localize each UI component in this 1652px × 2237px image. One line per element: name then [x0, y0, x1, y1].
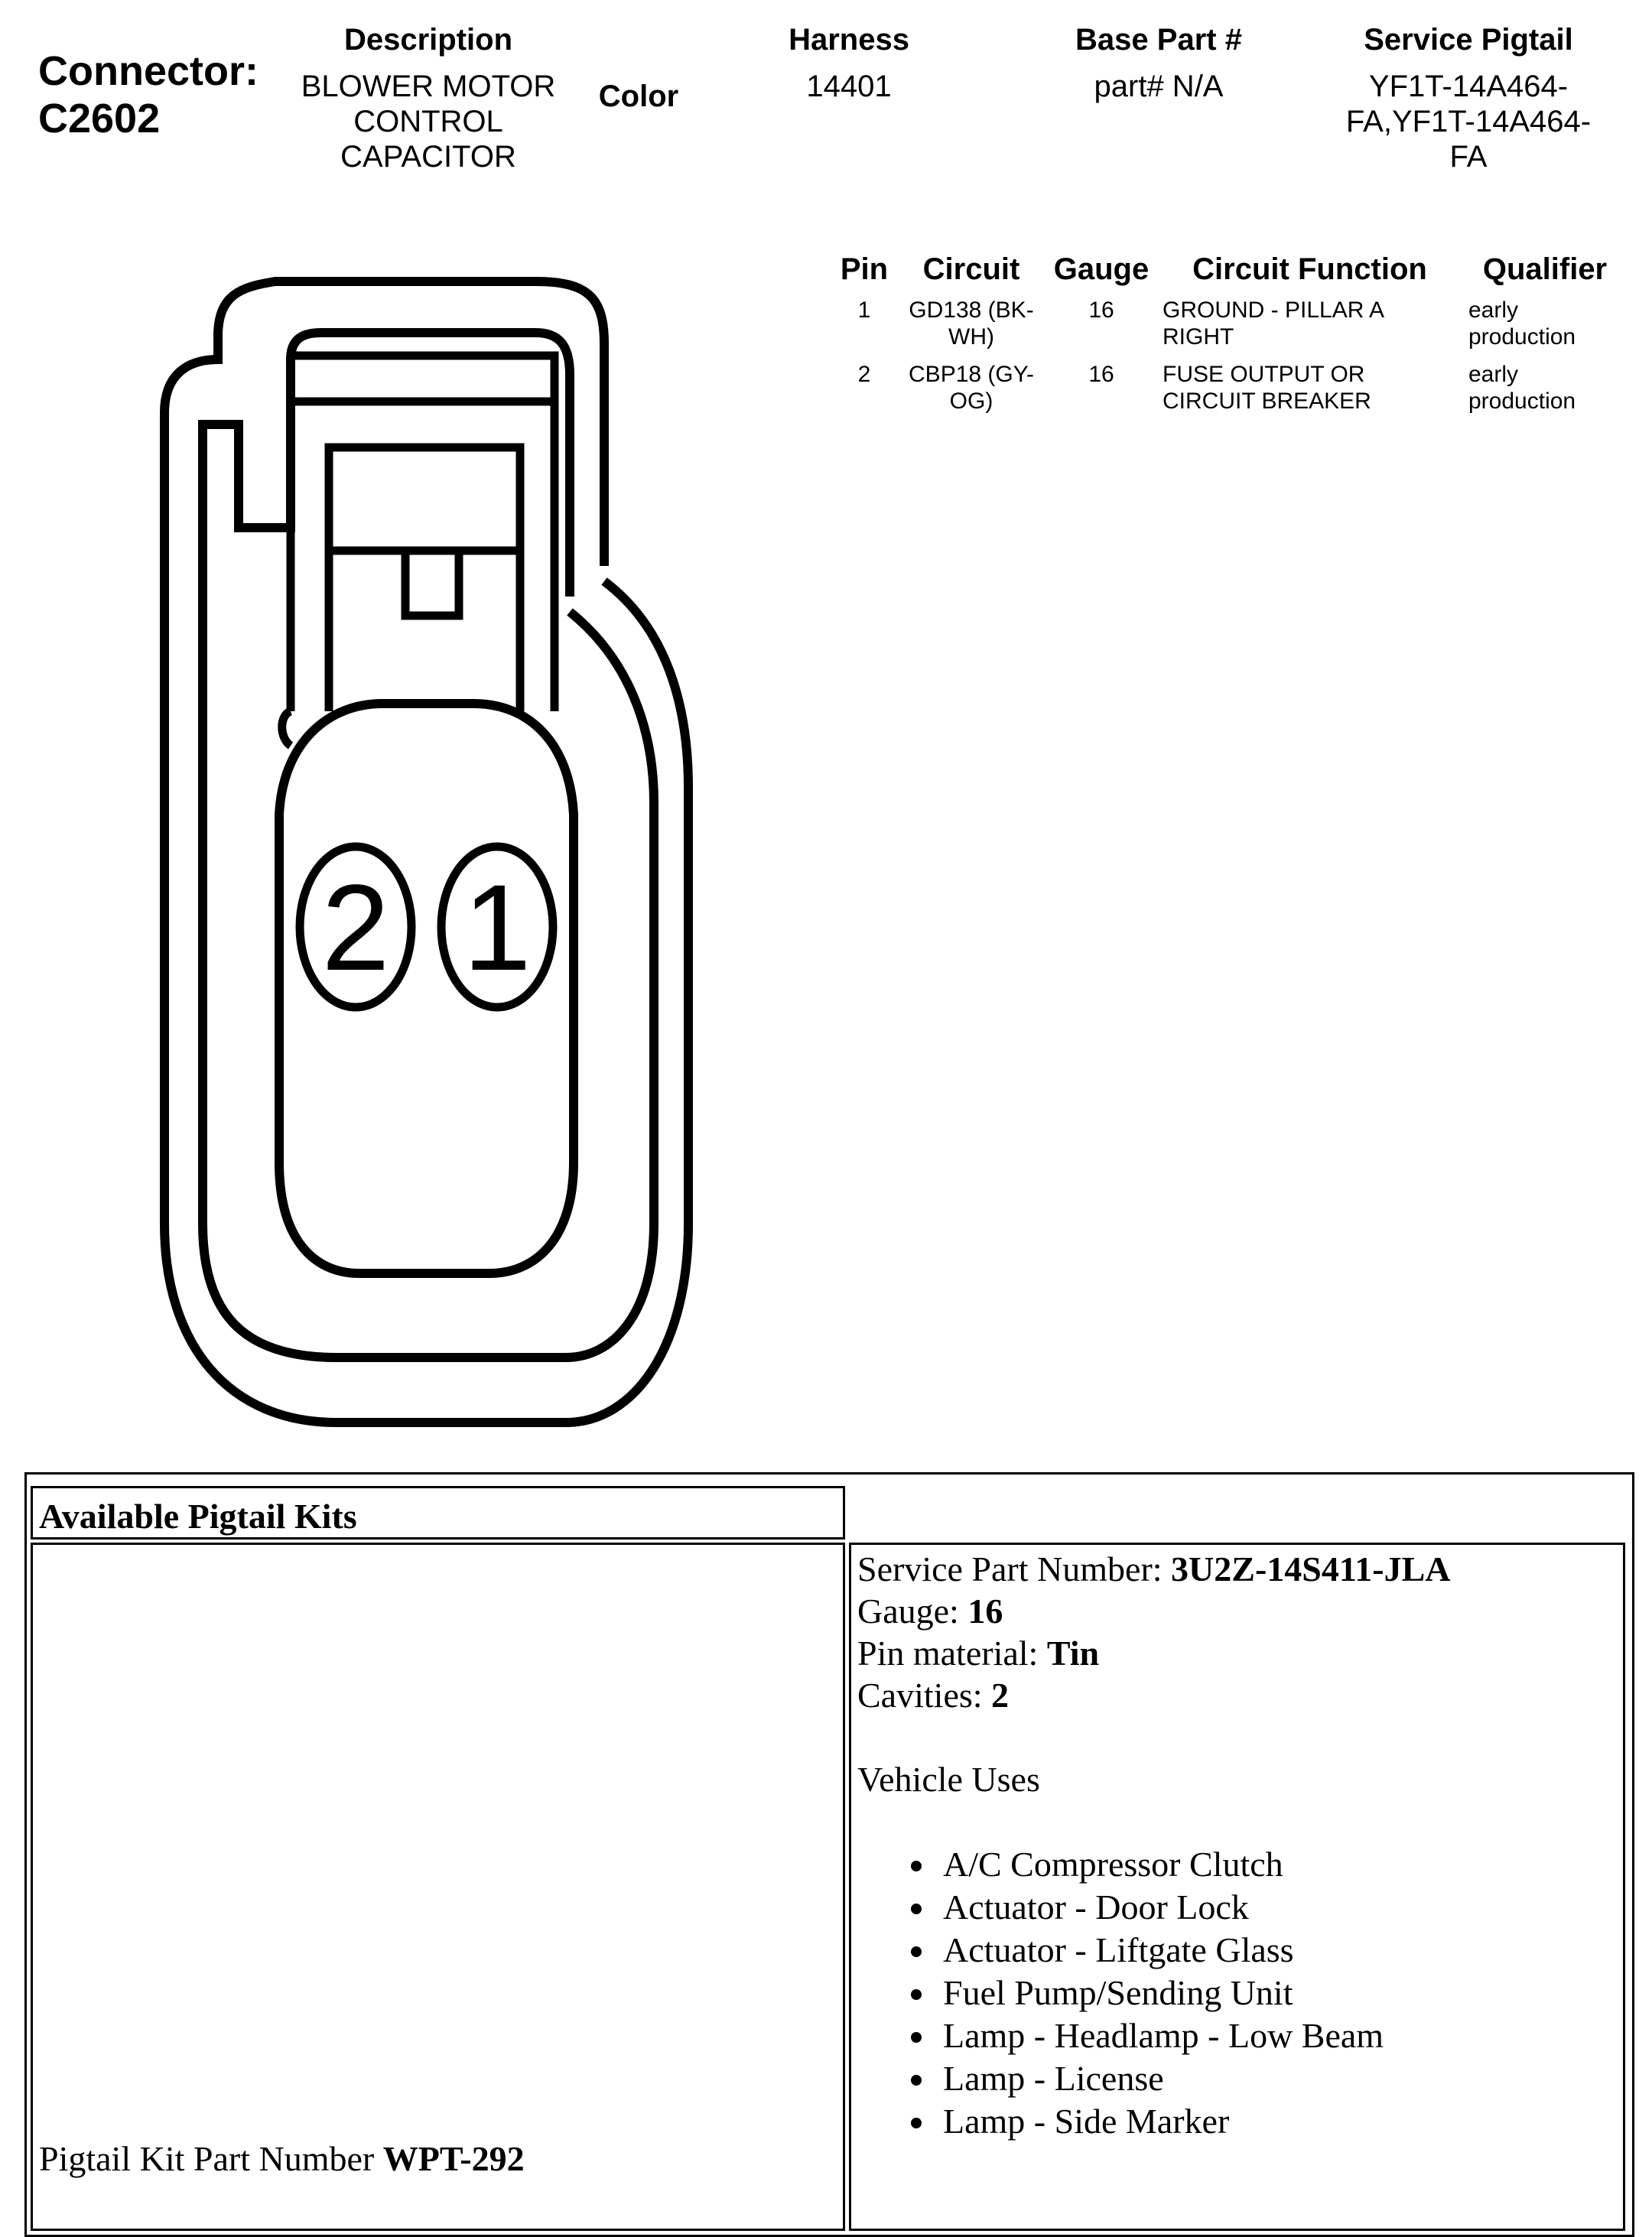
pin-material-label: Pin material:	[857, 1634, 1047, 1673]
bullet-icon	[911, 1989, 922, 2000]
base-part-header: Base Part #	[1075, 23, 1242, 57]
gauge-cell: 16	[1088, 298, 1114, 323]
list-item	[851, 2014, 1384, 2057]
base-part-value: part# N/A	[1094, 70, 1224, 103]
pin-label-1: 1	[463, 859, 532, 996]
list-item	[851, 1843, 1384, 1886]
bullet-icon	[911, 2075, 922, 2086]
description-header: Description	[343, 23, 513, 57]
service-part-label: Service Part Number:	[857, 1549, 1172, 1588]
harness-value: 14401	[806, 70, 892, 103]
cavities-label: Cavities:	[857, 1676, 992, 1715]
bullet-icon	[911, 2118, 922, 2128]
service-part-number	[857, 1548, 1451, 1590]
description-line: BLOWER MOTOR	[301, 70, 556, 103]
service-pigtail-line: YF1T-14A464-	[1368, 70, 1569, 103]
function-line: RIGHT	[1163, 324, 1234, 350]
function-cell	[1163, 361, 1453, 415]
description-line: CAPACITOR	[340, 140, 516, 174]
cavities-value: 2	[991, 1676, 1010, 1715]
kit-gauge-label: Gauge:	[857, 1592, 968, 1631]
circuit-line: CBP18 (GY-	[909, 362, 1034, 387]
qualifier-line: early	[1468, 298, 1519, 323]
vehicle-uses-list	[851, 1843, 1384, 2143]
pigtail-kits-title: Available Pigtail Kits	[39, 1497, 357, 1536]
service-pigtail-line: FA	[1449, 140, 1488, 174]
circuit-line: GD138 (BK-	[909, 298, 1034, 323]
bullet-icon	[911, 1861, 922, 1871]
circuit-cell	[902, 361, 1040, 415]
circuit-line: WH)	[948, 324, 994, 350]
service-pigtail-header: Service Pigtail	[1364, 23, 1573, 57]
kit-gauge	[857, 1590, 1451, 1632]
qualifier-line: production	[1468, 324, 1576, 350]
color-header: Color	[598, 80, 679, 113]
pigtail-kits-title-cell	[31, 1486, 845, 1540]
qualifier-line: production	[1468, 389, 1576, 414]
latch-outline	[291, 356, 554, 711]
service-part-value: 3U2Z-14S411-JLA	[1171, 1549, 1451, 1588]
cavities	[857, 1674, 1451, 1716]
vehicle-use-text: Lamp - Headlamp - Low Beam	[943, 2016, 1384, 2055]
connector-face-diagram	[0, 0, 765, 1453]
kit-details	[857, 1548, 1451, 1800]
bullet-icon	[911, 1904, 922, 1914]
qualifier-cell	[1468, 297, 1637, 350]
pigtail-kit-left-cell	[31, 1543, 845, 2231]
gauge-col-header: Gauge	[1053, 252, 1150, 286]
vehicle-use-text: A/C Compressor Clutch	[943, 1845, 1283, 1884]
circuit-line: OG)	[949, 389, 993, 414]
qualifier-cell	[1468, 361, 1637, 415]
connector-id: C2602	[38, 96, 161, 141]
pin-col-header: Pin	[840, 252, 889, 286]
pin-cell: 1	[857, 298, 871, 323]
gauge-cell: 16	[1088, 362, 1114, 387]
circuit-cell	[902, 297, 1040, 350]
vehicle-uses-heading: Vehicle Uses	[857, 1760, 1040, 1799]
qualifier-line: early	[1468, 362, 1519, 387]
service-pigtail-value	[1315, 69, 1621, 174]
kit-part-label: Pigtail Kit Part Number	[39, 2139, 383, 2178]
vehicle-use-text: Lamp - Side Marker	[943, 2102, 1230, 2141]
function-line: FUSE OUTPUT OR	[1163, 362, 1365, 387]
latch-hook	[282, 711, 291, 746]
list-item	[851, 1929, 1384, 1972]
pin-material	[857, 1632, 1451, 1674]
list-item	[851, 1886, 1384, 1929]
list-item	[851, 2100, 1384, 2143]
function-line: CIRCUIT BREAKER	[1163, 389, 1371, 414]
pin-label-2: 2	[321, 859, 390, 996]
harness-header: Harness	[789, 23, 909, 57]
function-col-header: Circuit Function	[1192, 252, 1427, 286]
service-pigtail-line: FA,YF1T-14A464-	[1345, 105, 1592, 138]
pin-material-value: Tin	[1046, 1634, 1100, 1673]
vehicle-use-text: Lamp - License	[943, 2059, 1164, 2098]
kit-part-value: WPT-292	[382, 2139, 525, 2178]
qualifier-col-header: Qualifier	[1482, 252, 1608, 286]
list-item	[851, 2057, 1384, 2100]
vehicle-use-text: Fuel Pump/Sending Unit	[943, 1973, 1293, 2012]
pin-cell: 2	[857, 362, 871, 387]
kit-gauge-value: 16	[967, 1592, 1003, 1631]
function-line: GROUND - PILLAR A	[1163, 298, 1385, 323]
kit-part-number	[39, 2138, 525, 2180]
description-line: CONTROL	[353, 105, 503, 138]
function-cell	[1163, 297, 1453, 350]
pigtail-kit-details-cell	[849, 1543, 1625, 2231]
circuit-col-header: Circuit	[922, 252, 1020, 286]
vehicle-use-text: Actuator - Door Lock	[943, 1887, 1249, 1926]
bullet-icon	[911, 1946, 922, 1957]
connector-label: Connector:	[38, 48, 259, 94]
list-item	[851, 1972, 1384, 2014]
vehicle-use-text: Actuator - Liftgate Glass	[943, 1930, 1294, 1969]
bullet-icon	[911, 2032, 922, 2043]
